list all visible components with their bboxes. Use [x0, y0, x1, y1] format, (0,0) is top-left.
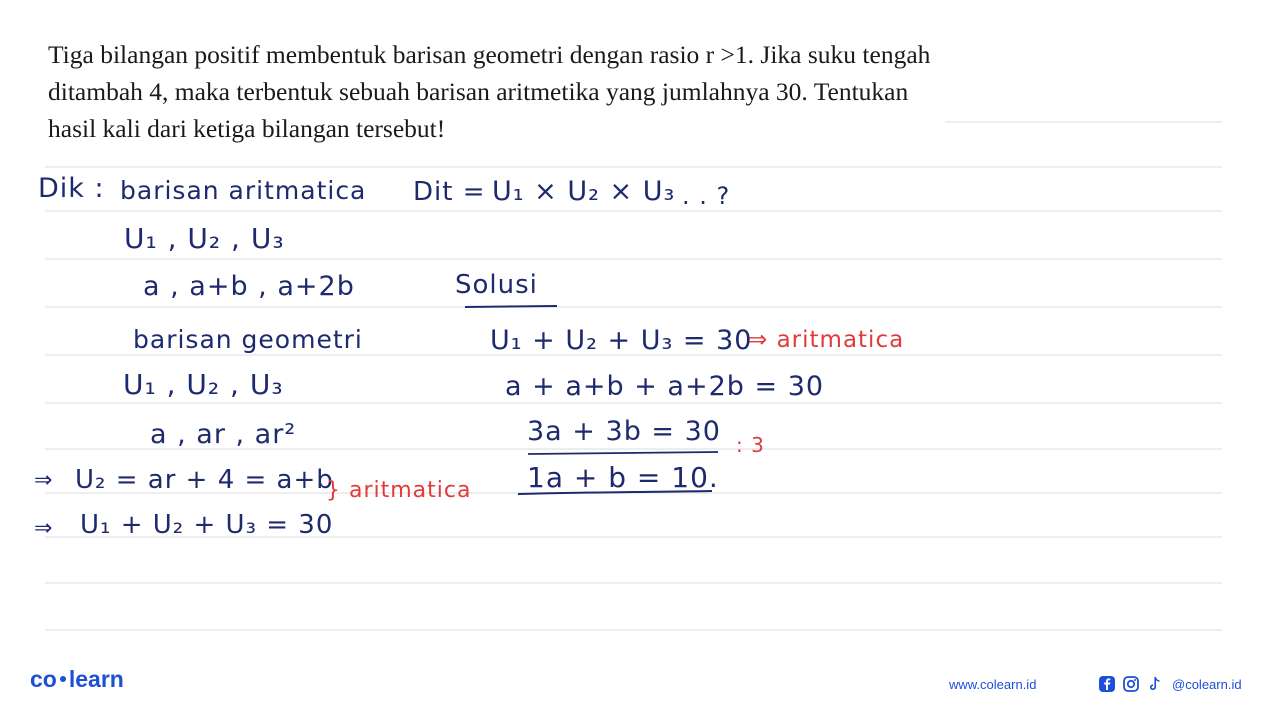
- brand-left: co: [30, 666, 57, 692]
- relation-arrow-2: ⇒: [34, 516, 54, 541]
- solusi-heading: Solusi: [455, 270, 538, 300]
- step3-simplify: 3a + 3b = 30: [527, 416, 721, 447]
- step3-note: : 3: [736, 433, 765, 457]
- geometric-terms: a , ar , ar²: [150, 419, 297, 450]
- social-handle[interactable]: @colearn.id: [1172, 676, 1242, 692]
- brand-dot: [60, 676, 66, 682]
- dit-suffix: . . ?: [682, 182, 731, 210]
- geometri-heading: barisan geometri: [133, 325, 363, 354]
- relation-1: U₂ = ar + 4 = a+b: [75, 465, 334, 495]
- dik-label: Dik :: [38, 173, 105, 204]
- relation-2: U₁ + U₂ + U₃ = 30: [80, 510, 334, 540]
- step3-underline: [528, 452, 718, 454]
- dit-label: Dit =: [413, 177, 486, 207]
- step1-note: ⇒ aritmatica: [748, 327, 905, 353]
- step1-sum: U₁ + U₂ + U₃ = 30: [490, 325, 753, 356]
- aritmatika-heading: barisan aritmatica: [120, 176, 367, 205]
- arithmetic-terms: a , a+b , a+2b: [143, 271, 355, 302]
- colearn-logo: [30, 666, 124, 693]
- problem-statement: Tiga bilangan positif membentuk barisan geometri dengan rasio r >1. Jika suku tengah ditambah 4, maka terbentuk sebuah barisan aritmetika yang jumlahnya 30. Tentukan hasil kali dari ketiga bilangan tersebut!: [48, 40, 931, 143]
- facebook-icon[interactable]: [1098, 675, 1116, 693]
- dit-expression: U₁ × U₂ × U₃: [492, 176, 676, 207]
- relation-arrow-1: ⇒: [34, 468, 54, 493]
- u-terms-arithmetic: U₁ , U₂ , U₃: [124, 222, 285, 255]
- step2-expand: a + a+b + a+2b = 30: [505, 371, 825, 402]
- relation-1-note: } aritmatica: [326, 478, 472, 503]
- website-link[interactable]: www.colearn.id: [949, 677, 1037, 692]
- u-terms-geometric: U₁ , U₂ , U₃: [123, 368, 284, 401]
- instagram-icon[interactable]: [1122, 675, 1140, 693]
- solusi-underline: [465, 306, 557, 307]
- tiktok-icon[interactable]: [1146, 675, 1164, 693]
- social-links: [1098, 673, 1242, 695]
- brand-right: learn: [68, 666, 124, 692]
- step4-result: 1a + b = 10.: [527, 461, 719, 494]
